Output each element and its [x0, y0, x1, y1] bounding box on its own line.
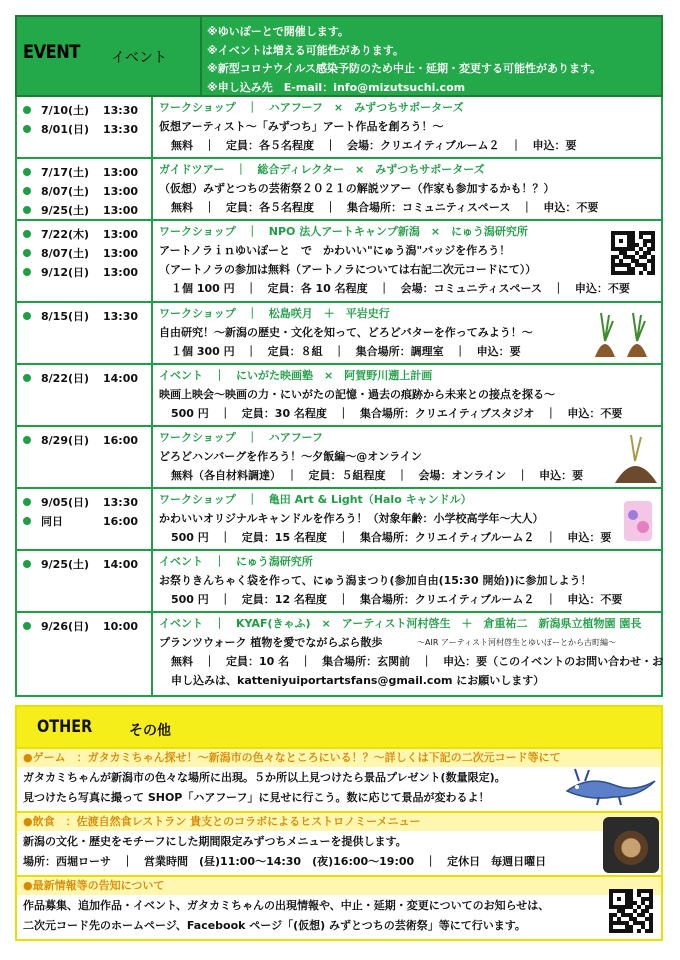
header-divider: [200, 17, 202, 97]
event-title: [23, 41, 191, 77]
bullet-dot-icon: [23, 125, 31, 133]
event-date-day: 7/22(木): [41, 228, 90, 241]
bullet-dot-icon: [23, 249, 31, 257]
sprout-mounds-illustration: [591, 307, 657, 361]
event-date: [23, 493, 138, 511]
event-date-day: 同日: [41, 515, 63, 528]
event-date-time: 14:00: [103, 371, 139, 385]
game-heading: ●ゲーム ：ガタカミちゃん探せ！～新潟市の色々なところにいる！？～詳しくは下記の二次元コード等にて: [17, 749, 661, 767]
event-detail-line: 500 円 ｜ 定員：15 名程度 ｜ 集合場所：クリエイティブルーム２ ｜ 申込：要: [171, 531, 612, 544]
event-date-time: 13:30: [103, 309, 139, 323]
event-detail-line: 500 円 ｜ 定員：30 名程度 ｜ 集合場所：クリエイティブスタジオ ｜ 申込：不要: [171, 407, 623, 420]
event-category-line: ワークショップ ｜ NPO 法人アートキャンプ新潟 × にゅう潟研究所: [159, 225, 528, 238]
note-line: ※申し込み先 E-mail：info@mizutsuchi.com: [207, 80, 466, 94]
event-detail-line: かわいいオリジナルキャンドルを作ろう！（対象年齢：小学校高学年～大人）: [159, 512, 544, 525]
event-detail-line: 仮想アーティスト～「みずつち」アート作品を創ろう！～: [159, 120, 444, 133]
event-row: [15, 613, 663, 697]
event-date: [23, 617, 138, 635]
event-row: [15, 159, 663, 221]
rice-plant-mound-illustration: [613, 431, 659, 485]
note-line: ※イベントは増える可能性があります。: [207, 43, 404, 57]
event-date-day: 9/25(土): [41, 558, 90, 571]
event-date-day: 9/26(日): [41, 620, 90, 633]
event-category-line: ガイドツアー ｜ 総合ディレクター × みずつちサポーターズ: [159, 163, 485, 176]
event-detail-line: アートノラｉｎゆいぽーと で かわいい"にゅう潟"バッジを作ろう！: [159, 244, 511, 257]
note-line: ※新型コロナウイルス感染予防のため中止・延期・変更する可能性があります。: [207, 62, 602, 75]
flyer: [15, 15, 663, 945]
bullet-dot-icon: [23, 106, 31, 114]
bullet-dot-icon: [23, 230, 31, 238]
event-detail-line: 映画上映会～映画の力・にいがたの記憶・過去の痕跡から未来との接点を探る～: [159, 388, 555, 401]
event-category-line: ワークショップ ｜ ハアフーフ × みずつちサポーターズ: [159, 101, 464, 114]
bullet-dot-icon: [23, 517, 31, 525]
event-detail-line: 申し込みは、katteniyuiportartsfans@gmail.com にお願いします）: [171, 674, 545, 687]
event-detail-line: 無料 ｜ 定員：各５名程度 ｜ 会場：クリエイティブルーム２ ｜ 申込：要: [171, 139, 577, 152]
event-date-day: 8/29(日): [41, 434, 90, 447]
qr-code-icon[interactable]: [611, 231, 655, 275]
event-date: [23, 512, 138, 530]
event-detail-line: １個 300 円 ｜ 定員：８組 ｜ 集合場所：調理室 ｜ 申込：要: [171, 345, 521, 358]
event-date-time: 13:00: [103, 227, 139, 241]
event-date: [23, 120, 138, 138]
event-notes: [207, 23, 659, 97]
event-date-day: 7/17(土): [41, 166, 90, 179]
event-date-time: 13:00: [103, 203, 139, 217]
other-game-box: [15, 749, 663, 813]
event-category-line: イベント ｜ にいがた映画塾 × 阿賀野川遡上計画: [159, 369, 433, 382]
game-line: 見つけたら写真に撮って SHOP「ハアフーフ」に見せに行こう。数に応じて景品が変わるよ！: [23, 791, 490, 804]
event-row: [15, 97, 663, 159]
gatakami-character-illustration: [559, 767, 659, 807]
event-date-time: 13:30: [103, 495, 139, 509]
event-date-time: 10:00: [103, 619, 139, 633]
bullet-dot-icon: [23, 560, 31, 568]
event-date-day: 9/05(日): [41, 496, 90, 509]
event-category-line: イベント ｜ にゅう潟研究所: [159, 555, 313, 568]
event-detail-line: ～AIR アーティスト河村啓生とゆいぽーとから古町編～: [417, 638, 617, 647]
event-detail-line: 無料 ｜ 定員：10 名 ｜ 集合場所：玄関前 ｜ 申込：要（このイベントのお問い合わせ・お: [171, 655, 664, 668]
event-row: [15, 221, 663, 303]
event-date-day: 8/07(土): [41, 247, 90, 260]
bullet-dot-icon: [23, 374, 31, 382]
event-row: [15, 551, 663, 613]
event-title-jp: イベント: [111, 50, 167, 66]
event-date: [23, 369, 138, 387]
news-heading: ●最新情報等の告知について: [17, 877, 661, 895]
food-line: 新潟の文化・歴史をモチーフにした期間限定みずつちメニューを提供します。: [23, 835, 407, 848]
event-detail-line: 無料（各自材料調達） ｜ 定員：５組程度 ｜ 会場：オンライン ｜ 申込：要: [171, 469, 584, 482]
other-news-box: [15, 877, 663, 941]
other-header: [15, 705, 663, 749]
event-row: [15, 303, 663, 365]
event-detail-line: どろどハンバーグを作ろう！～夕飯編～@オンライン: [159, 450, 422, 463]
event-date-time: 16:00: [103, 514, 139, 528]
event-category-line: ワークショップ ｜ 松島咲月 ＋ 平岩史行: [159, 307, 390, 320]
event-header: [15, 15, 663, 97]
event-category-line: ワークショップ ｜ 亀田 Art & Light（Halo キャンドル）: [159, 493, 472, 506]
event-date-time: 13:00: [103, 165, 139, 179]
event-date: [23, 101, 138, 119]
candle-photo: [621, 495, 655, 545]
event-detail-line: お祭りきんちゃく袋を作って、にゅう潟まつり(参加自由(15:30 開始))に参加しよう！: [159, 574, 592, 587]
event-row: [15, 365, 663, 427]
event-date-time: 13:00: [103, 184, 139, 198]
bullet-dot-icon: [23, 268, 31, 276]
event-date: [23, 431, 138, 449]
bullet-dot-icon: [23, 622, 31, 630]
food-photo: [603, 817, 659, 873]
news-line: 作品募集、追加作品・イベント、ガタカミちゃんの出現情報や、中止・延期・変更についてのお知らせは、: [23, 899, 550, 912]
event-date-day: 8/01(日): [41, 123, 90, 136]
other-title-en: OTHER: [37, 717, 93, 737]
bullet-dot-icon: [23, 168, 31, 176]
qr-code-icon[interactable]: [609, 889, 653, 933]
other-title-jp: その他: [129, 723, 171, 739]
other-food-box: [15, 813, 663, 877]
food-line: 場所：西堀ローサ ｜ 営業時間 (昼)11:00～14:30 (夜)16:00～19:00 ｜ 定休日 毎週日曜日: [23, 855, 547, 868]
bullet-dot-icon: [23, 498, 31, 506]
bullet-dot-icon: [23, 206, 31, 214]
event-date-time: 13:30: [103, 122, 139, 136]
event-detail-line: 自由研究！～新潟の歴史・文化を知って、どろどバターを作ってみよう！～: [159, 326, 533, 339]
bullet-dot-icon: [23, 436, 31, 444]
note-line: ※ゆいぽーとで開催します。: [207, 25, 349, 38]
event-detail-line: 500 円 ｜ 定員：12 名程度 ｜ 集合場所：クリエイティブルーム２ ｜ 申込：不要: [171, 593, 623, 606]
event-title-en: EVENT: [23, 41, 80, 63]
event-detail-line: （仮想）みずとつちの芸術祭２０２１の解説ツアー（作家も参加するかも！？）: [159, 182, 555, 195]
event-row: [15, 489, 663, 551]
event-detail-line: （アートノラの参加は無料（アートノラについては右記二次元コードにて））: [159, 263, 537, 276]
event-date-time: 13:00: [103, 265, 139, 279]
bullet-dot-icon: [23, 187, 31, 195]
event-category-line: ワークショップ ｜ ハアフーフ: [159, 431, 323, 444]
event-date-day: 9/12(日): [41, 266, 90, 279]
bullet-dot-icon: [23, 312, 31, 320]
event-date: [23, 163, 138, 181]
event-date-day: 8/07(土): [41, 185, 90, 198]
event-date-time: 14:00: [103, 557, 139, 571]
other-title: [37, 717, 171, 739]
event-date-day: 8/15(日): [41, 310, 90, 323]
event-date-day: 8/22(日): [41, 372, 90, 385]
event-date-day: 9/25(土): [41, 204, 90, 217]
food-heading: ●飲食 ：佐渡自然食レストラン 貴支とのコラボによるヒストロノミーメニュー: [17, 813, 661, 831]
event-date-day: 7/10(土): [41, 104, 90, 117]
event-detail-line: １個 100 円 ｜ 定員：各 10 名程度 ｜ 会場：コミュニティスペース ｜ 申込：不要: [171, 282, 630, 295]
event-detail-line: プランツウォーク 植物を愛でながらぶら散歩: [159, 636, 383, 649]
event-date-time: 13:30: [103, 103, 139, 117]
event-date: [23, 182, 138, 200]
event-date: [23, 225, 138, 243]
game-line: ガタカミちゃんが新潟市の色々な場所に出現。５か所以上見つけたら景品プレゼント(数量限定)。: [23, 771, 506, 784]
event-date: [23, 244, 138, 262]
event-date: [23, 263, 138, 281]
event-row: [15, 427, 663, 489]
event-date-time: 13:00: [103, 246, 139, 260]
event-date: [23, 307, 138, 325]
event-date: [23, 555, 138, 573]
event-category-line: イベント ｜ KYAF(きゃふ) × アーティスト河村啓生 ＋ 倉重祐二 新潟県立植物園 園長: [159, 617, 642, 630]
news-line: 二次元コード先のホームページ、Facebook ページ「(仮想) みずとつちの芸術祭」等にて行います。: [23, 919, 526, 932]
event-detail-line: 無料 ｜ 定員：各５名程度 ｜ 集合場所：コミュニティスペース ｜ 申込：不要: [171, 201, 599, 214]
event-date-time: 16:00: [103, 433, 139, 447]
event-date: [23, 201, 138, 219]
